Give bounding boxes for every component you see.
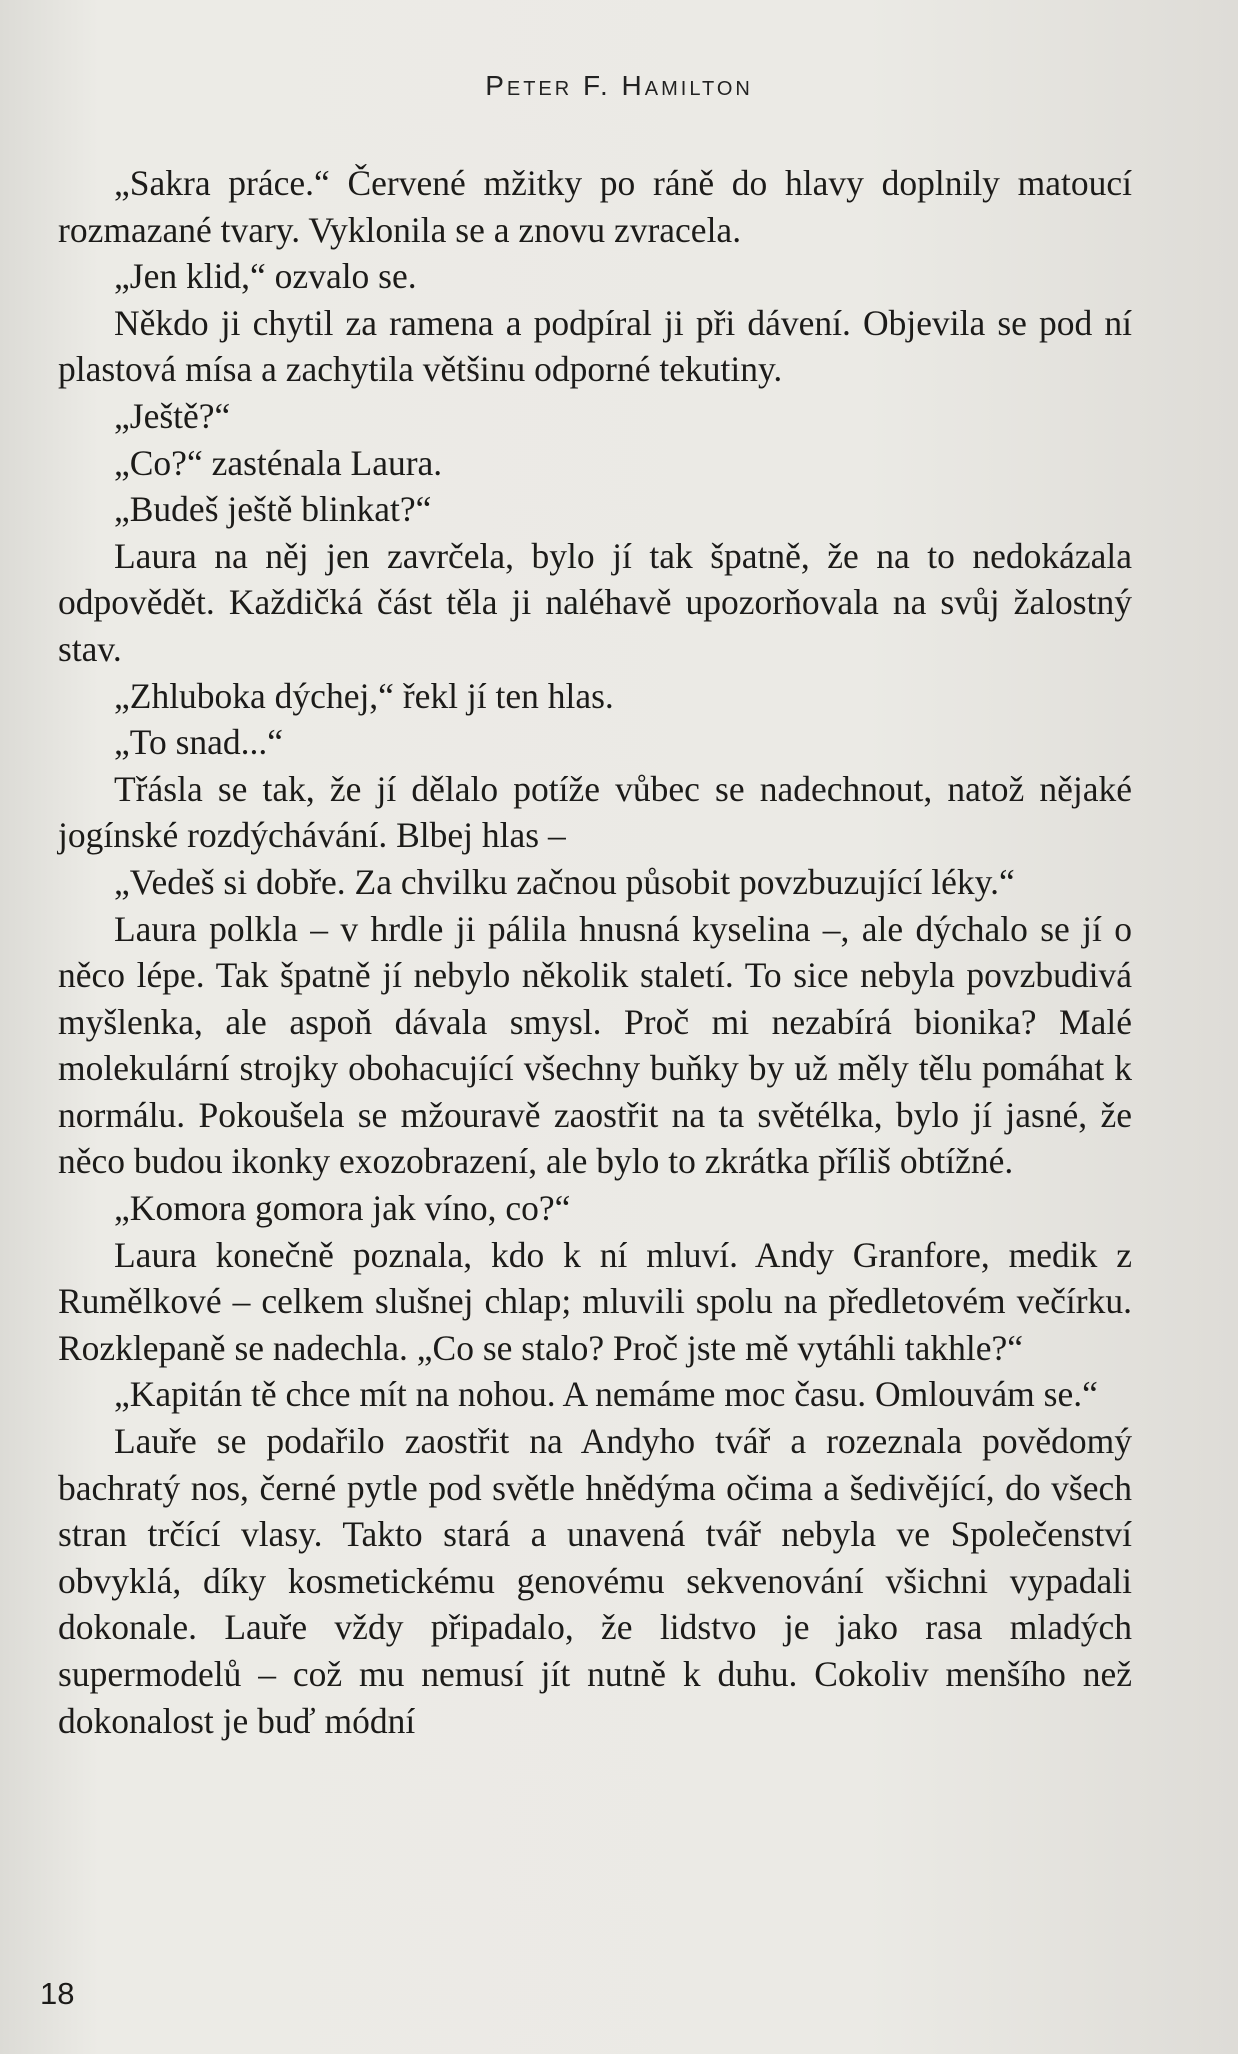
paragraph: „Kapitán tě chce mít na nohou. A nemáme moc času. Omlouvám se.“: [114, 1374, 1098, 1415]
running-head: Peter F. Hamilton: [485, 70, 753, 101]
paragraph: Laura konečně poznala, kdo k ní mluví. Andy Granfore, medik z Rumělkové – celkem slušnej chlap; mluvili spolu na předletovém večírku. Rozklepaně se nadechla. „Co se stalo? Proč jste mě vytáhli takhle?“: [58, 1234, 1132, 1368]
paragraph: Laura polkla – v hrdle ji pálila hnusná kyselina –, ale dýchalo se jí o něco lépe. Tak špatně jí nebylo několik staletí. To sice nebyla povzbudivá myšlenka, ale aspoň dávala smysl. Proč mi nezabírá bionika? Malé molekulární strojky obohacující všechny buňky by už měly tělu pomáhat k normálu. Pokoušela se mžouravě zaostřit na ta světélka, bylo jí jasné, že něco budou ikonky exozobrazení, ale bylo to zkrátka příliš obtížné.: [58, 908, 1132, 1182]
paragraph: Laura na něj jen zavrčela, bylo jí tak špatně, že na to nedokázala odpovědět. Každičká část těla ji naléhavě upozorňovala na svůj žalostný stav.: [58, 535, 1132, 669]
paragraph: Lauře se podařilo zaostřit na Andyho tvář a rozeznala povědomý bachratý nos, černé pytle pod světle hnědýma očima a šedivějící, do všech stran trčící vlasy. Takto stará a unavená tvář nebyla ve Společenství obvyklá, díky kosmetickému genovému sekvenování všichni vypadali dokonale. Lauře vždy připadalo, že lidstvo je jako rasa mladých supermodelů – což mu nemusí jít nutně k duhu. Cokoliv menšího než dokonalost je buď módní: [58, 1421, 1132, 1741]
paragraph: Třásla se tak, že jí dělalo potíže vůbec se nadechnout, natož nějaké jogínské rozdýchávání. Blbej hlas –: [58, 768, 1132, 856]
paragraph: „To snad...“: [114, 722, 284, 763]
paragraph: „Zhluboka dýchej,“ řekl jí ten hlas.: [114, 675, 614, 716]
paragraph: „Komora gomora jak víno, co?“: [114, 1188, 571, 1229]
paragraph: „Ještě?“: [114, 395, 231, 436]
page-number: 18: [40, 1976, 75, 2011]
paragraph: „Co?“ zasténala Laura.: [114, 442, 443, 483]
body-text: [58, 160, 1132, 1744]
paragraph: „Vedeš si dobře. Za chvilku začnou působit povzbuzující léky.“: [114, 861, 1015, 902]
paragraph: „Budeš ještě blinkat?“: [114, 489, 432, 530]
paragraph: „Sakra práce.“ Červené mžitky po ráně do hlavy doplnily matoucí rozmazané tvary. Vyklonila se a znovu zvracela.: [58, 163, 1132, 250]
paragraph: „Jen klid,“ ozvalo se.: [114, 256, 417, 297]
paragraph: Někdo ji chytil za ramena a podpíral ji při dávení. Objevila se pod ní plastová mísa a zachytila většinu odporné tekutiny.: [58, 302, 1132, 390]
